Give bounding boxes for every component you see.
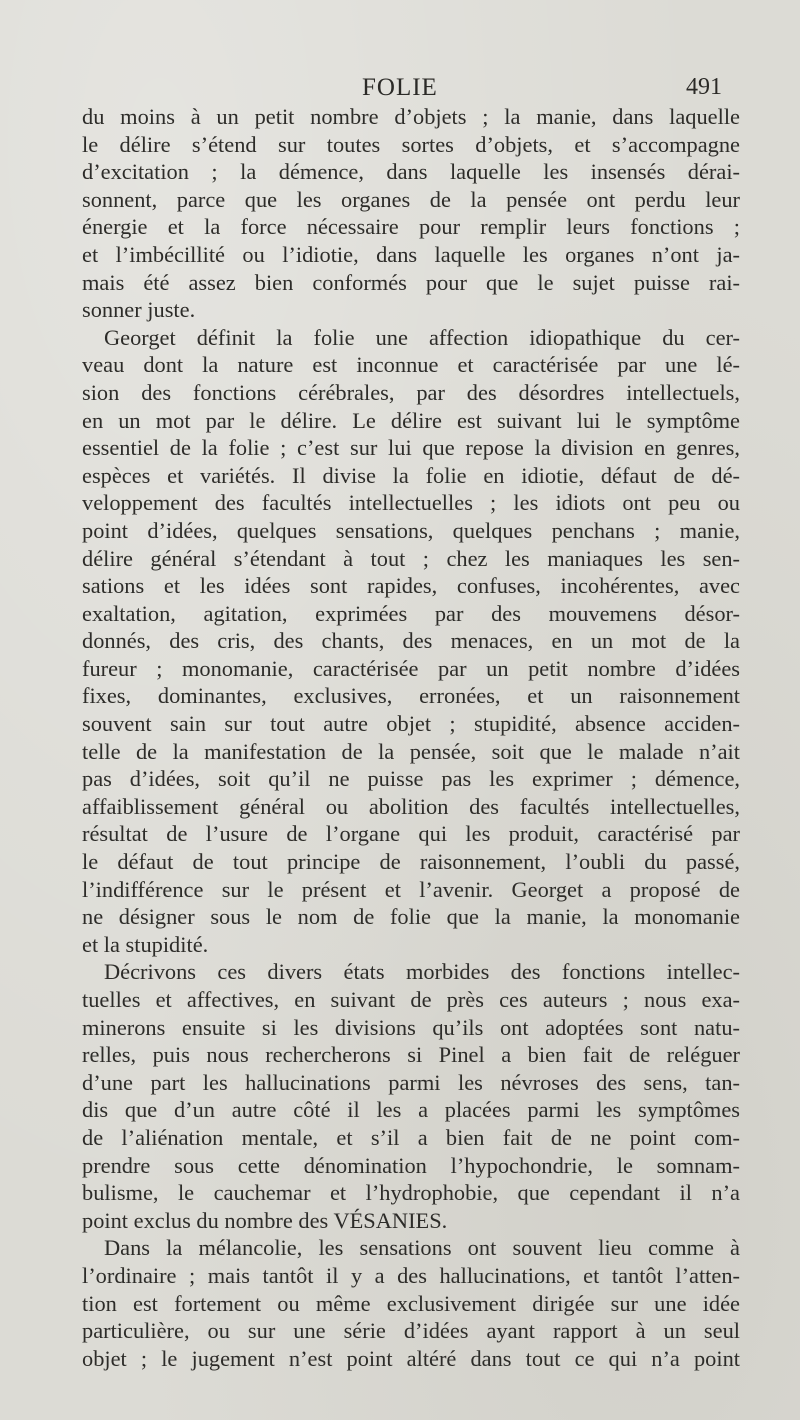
- text-line: d’une part les hallucinations parmi les névroses des sens, tan-: [82, 1069, 740, 1095]
- text-line: sion des fonctions cérébrales, par des désordres intellectuels,: [82, 379, 740, 405]
- paragraph: [82, 1234, 740, 1372]
- text-line: Georget définit la folie une affection idiopathique du cer-: [104, 324, 740, 350]
- text-line: particulière, ou sur une série d’idées ayant rapport à un seul: [82, 1318, 740, 1344]
- page-number: 491: [686, 74, 722, 100]
- text-line: d’excitation ; la démence, dans laquelle les insensés dérai-: [82, 159, 740, 185]
- body-text: [82, 103, 740, 1372]
- text-line: l’indifférence sur le présent et l’avenir. Georget a proposé de: [82, 876, 740, 902]
- text-line: et la stupidité.: [82, 931, 209, 957]
- text-line: dis que d’un autre côté il les a placées parmi les symptômes: [82, 1097, 740, 1123]
- text-line: le défaut de tout principe de raisonnement, l’oubli du passé,: [82, 849, 740, 875]
- text-line: veau dont la nature est inconnue et caractérisée par une lé-: [82, 352, 740, 378]
- paragraph: [82, 324, 740, 959]
- text-line: prendre sous cette dénomination l’hypochondrie, le somnam-: [82, 1152, 740, 1178]
- text-line: sations et les idées sont rapides, confuses, incohérentes, avec: [82, 573, 740, 599]
- running-title: FOLIE: [362, 74, 438, 101]
- text-line: telle de la manifestation de la pensée, soit que le malade n’ait: [82, 738, 740, 764]
- text-line: énergie et la force nécessaire pour remplir leurs fonctions ;: [82, 214, 740, 240]
- text-line: veloppement des facultés intellectuelles ; les idiots ont peu ou: [82, 490, 740, 516]
- text-line: le délire s’étend sur toutes sortes d’objets, et s’accompagne: [82, 131, 740, 157]
- text-line: souvent sain sur tout autre objet ; stupidité, absence acciden-: [82, 711, 740, 737]
- text-line: donnés, des cris, des chants, des menaces, en un mot de la: [82, 628, 740, 654]
- text-line: pas d’idées, soit qu’il ne puisse pas les exprimer ; démence,: [82, 766, 740, 792]
- text-line: espèces et variétés. Il divise la folie en idiotie, défaut de dé-: [82, 462, 740, 488]
- text-line: du moins à un petit nombre d’objets ; la manie, dans laquelle: [82, 104, 740, 129]
- text-line: Décrivons ces divers états morbides des fonctions intellec-: [104, 959, 740, 985]
- text-line: fixes, dominantes, exclusives, erronées, et un raisonnement: [82, 683, 740, 709]
- text-line: et l’imbécillité ou l’idiotie, dans laquelle les organes n’ont ja-: [82, 241, 740, 267]
- running-head: [0, 74, 800, 104]
- text-line: délire général s’étendant à tout ; chez les maniaques les sen-: [82, 545, 740, 571]
- text-line: point exclus du nombre des VÉSANIES.: [82, 1207, 448, 1233]
- paragraph: [82, 103, 740, 324]
- text-line: tuelles et affectives, en suivant de près ces auteurs ; nous exa-: [82, 987, 740, 1012]
- text-line: ne désigner sous le nom de folie que la manie, la monomanie: [82, 904, 740, 930]
- text-line: objet ; le jugement n’est point altéré dans tout ce qui n’a point: [82, 1345, 740, 1371]
- text-line: point d’idées, quelques sensations, quelques penchans ; manie,: [82, 517, 740, 543]
- text-line: minerons ensuite si les divisions qu’ils ont adoptées sont natu-: [82, 1014, 740, 1040]
- text-line: résultat de l’usure de l’organe qui les produit, caractérisé par: [82, 821, 740, 847]
- text-line: affaiblissement général ou abolition des facultés intellectuelles,: [82, 793, 740, 819]
- text-line: l’ordinaire ; mais tantôt il y a des hallucinations, et tantôt l’atten-: [82, 1262, 740, 1288]
- text-line: mais été assez bien conformés pour que le sujet puisse rai-: [82, 269, 740, 295]
- text-line: en un mot par le délire. Le délire est suivant lui le symptôme: [82, 407, 740, 433]
- text-line: Dans la mélancolie, les sensations ont souvent lieu comme à: [104, 1235, 740, 1261]
- text-line: essentiel de la folie ; c’est sur lui que repose la division en genres,: [82, 435, 740, 461]
- text-line: sonner juste.: [82, 297, 196, 323]
- text-line: fureur ; monomanie, caractérisée par un petit nombre d’idées: [82, 655, 740, 681]
- paragraph: [82, 958, 740, 1234]
- text-line: bulisme, le cauchemar et l’hydrophobie, que cependant il n’a: [82, 1180, 740, 1206]
- text-line: de l’aliénation mentale, et s’il a bien fait de ne point com-: [82, 1124, 740, 1150]
- text-line: sonnent, parce que les organes de la pensée ont perdu leur: [82, 186, 740, 212]
- text-line: relles, puis nous rechercherons si Pinel a bien fait de reléguer: [82, 1042, 740, 1068]
- text-line: exaltation, agitation, exprimées par des mouvemens désor-: [82, 600, 740, 626]
- text-line: tion est fortement ou même exclusivement dirigée sur une idée: [82, 1290, 740, 1316]
